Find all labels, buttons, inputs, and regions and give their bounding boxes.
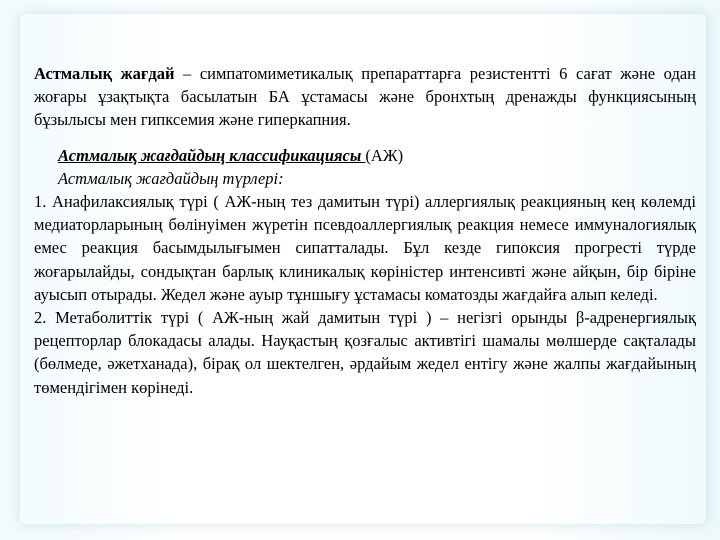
types-heading: Астмалық жағдайдың түрлері: (58, 168, 284, 188)
type-1-paragraph: 1. Анафилаксиялық түрі ( АЖ-ның тез дамитын түрі) аллергиялық реакцияның кең көлемді медиаторларының бөлінуімен жүретін псевдоаллергиялық реакция немесе иммуналогиялық емес реакция басымдылығымен сипатталады. Бұл кезде гипоксия прогресті түрде жоғарылайды, сондықтан барлық клиникалық көріністер интенсивті және айқын, бір біріне ауысып отырады. Жедел және ауыр тұншығу ұстамасы коматозды жағдайға алып келеді. (34, 192, 696, 304)
type-2-paragraph: 2. Метаболиттік түрі ( АЖ-ның жай дамитын түрі ) – негізгі орынды β-адренергиялық рецепторлар блокадасы алады. Науқастың қозғалыс активтігі шамалы мөлшерде сақталады (бөлмеде, әжетханада), бірақ ол шектелген, әрдайым жедел ентігу және жалпы жағдайының төмендігімен көрінеді. (34, 308, 696, 397)
definition-term: Астмалық жағдай (34, 64, 175, 83)
classification-title: Астмалық жағдайдың классификациясы (58, 145, 366, 165)
definition-text: – симпатомиметикалық препараттарға резистентті 6 сағат және одан жоғары ұзақтықта басылатын БА ұстамасы және бронхтың дренажды функциясының бұзылысы мен гипксемия және гиперкапния. (34, 64, 696, 130)
definition-paragraph (34, 62, 696, 132)
spacer (34, 132, 696, 144)
slide-content (34, 62, 696, 399)
classification-abbr: (АЖ) (365, 145, 404, 165)
classification-heading (34, 144, 696, 167)
